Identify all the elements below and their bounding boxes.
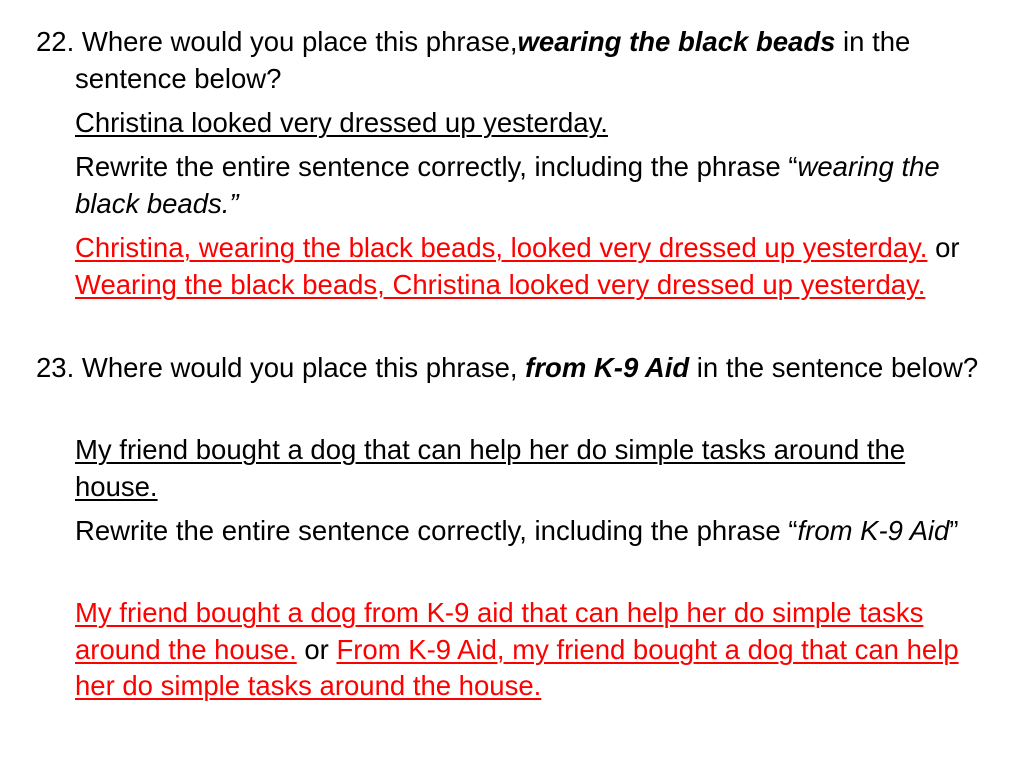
question-23-prompt-after: in the sentence below? xyxy=(689,352,979,383)
question-22-answer-2: Wearing the black beads, Christina looked very dressed up yesterday. xyxy=(75,268,926,300)
question-23-rewrite-text: Rewrite the entire sentence correctly, including the phrase xyxy=(75,515,789,546)
question-22-rewrite-text: Rewrite the entire sentence correctly, including the phrase xyxy=(75,151,789,182)
question-23-rewrite-quote-open: “ xyxy=(788,515,798,546)
question-23-answers xyxy=(75,595,980,705)
question-23 xyxy=(36,350,1015,387)
question-22-sentence-text: Christina looked very dressed up yesterday. xyxy=(75,107,608,138)
question-22-rewrite-phrase: wearing the black beads.” xyxy=(75,151,940,219)
question-23-rewrite-quote-close: ” xyxy=(949,515,959,546)
question-22-number: 22. xyxy=(36,26,75,57)
question-23-sentence-text: My friend bought a dog that can help her do simple tasks around the house. xyxy=(75,434,906,502)
question-23-answer-1: My friend bought a dog from K-9 aid that can help her do simple tasks around the house. xyxy=(75,597,924,665)
question-22-sentence xyxy=(75,105,980,142)
question-22-or: or xyxy=(927,232,960,263)
question-22 xyxy=(36,24,1015,97)
question-23-number: 23. xyxy=(36,352,75,383)
question-23-rewrite-phrase: from K-9 Aid xyxy=(797,515,950,546)
question-23-phrase: from K-9 Aid xyxy=(525,352,690,383)
question-22-prompt-before: Where would you place this phrase, xyxy=(74,26,518,57)
question-23-rewrite-prompt xyxy=(75,513,980,550)
question-22-answers xyxy=(75,230,980,303)
question-22-rewrite-quote-open: “ xyxy=(788,151,798,182)
question-22-phrase: wearing the black beads xyxy=(517,26,836,57)
question-22-prompt-after: in the sentence below? xyxy=(75,26,911,94)
question-23-answer-2: From K-9 Aid, my friend bought a dog that can help her do simple tasks around the house. xyxy=(75,633,959,701)
question-23-or: or xyxy=(296,633,337,665)
question-22-answer-1: Christina, wearing the black beads, looked very dressed up yesterday. xyxy=(75,232,928,263)
question-23-sentence xyxy=(75,432,980,505)
question-23-prompt-before: Where would you place this phrase, xyxy=(74,352,526,383)
question-22-rewrite-prompt xyxy=(75,149,980,222)
